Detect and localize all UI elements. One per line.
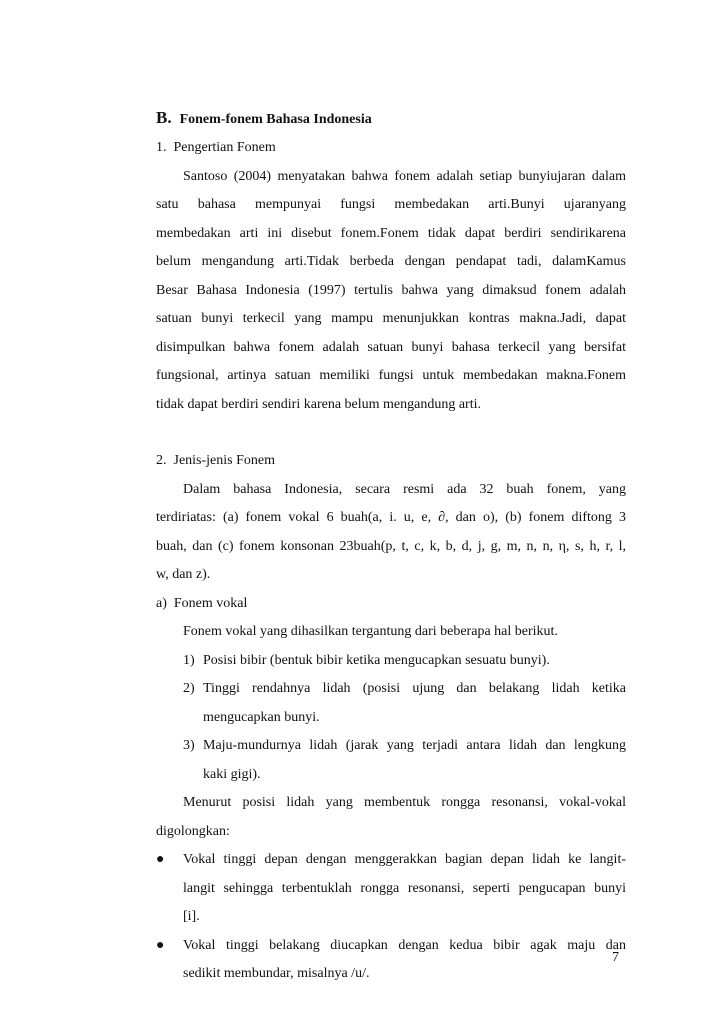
subsection-a-heading: a) Fonem vokal [156,595,248,611]
paragraph-line: Besar Bahasa Indonesia (1997) tertulis bahwa yang dimaksud fonem adalah [156,282,626,298]
paragraph-line: satuan bunyi terkecil yang mampu menunjukkan kontras makna.Jadi, dapat [156,311,626,326]
paragraph-line: Dalam bahasa Indonesia, secara resmi ada 32 buah fonem, yang [183,481,626,497]
bullet-list [156,846,626,989]
paragraph-line: w, dan z). [156,567,211,582]
list-item [156,647,626,676]
subsection-2-paragraph [156,476,626,590]
page-number: 7 [612,950,619,965]
list-item [156,732,626,789]
paragraph-line: satu bahasa mempunyai fungsi membedakan arti.Bunyi ujaranyang [156,197,626,212]
numbered-list [156,647,626,790]
classification-paragraph [156,789,626,846]
list-item-line: mengucapkan bunyi. [203,709,320,725]
bullet-item [156,846,626,932]
paragraph-line: tidak dapat berdiri sendiri karena belum mengandung arti. [156,396,482,412]
list-item-line: Maju-mundurnya lidah (jarak yang terjadi antara lidah dan lengkung [203,738,626,753]
paragraph-line: digolongkan: [156,823,230,839]
paragraph-line: Menurut posisi lidah yang membentuk rongga resonansi, vokal-vokal [183,795,626,810]
bullet-line: Vokal tinggi belakang diucapkan dengan kedua bibir agak maju dan [183,937,626,953]
subsection-1-paragraph [156,163,626,420]
bullet-icon: ● [156,937,165,953]
paragraph-line: buah, dan (c) fonem konsonan 23buah(p, t, c, k, b, d, j, g, m, n, n, η, s, h, r, l, [156,538,626,554]
paragraph-line: membedakan arti ini disebut fonem.Fonem tidak dapat berdiri sendirikarena [156,225,626,241]
paragraph-line: disimpulkan bahwa fonem adalah satuan bunyi bahasa terkecil yang bersifat [156,339,626,355]
section-heading [156,104,626,134]
list-item-line: kaki gigi). [203,766,261,782]
bullet-line: langit sehingga terbentuklah rongga resonansi, seperti pengucapan bunyi [183,880,626,896]
page-content [156,104,626,989]
paragraph-line: Santoso (2004) menyatakan bahwa fonem adalah setiap bunyiujaran dalam [183,168,626,184]
list-item-number: 1) [183,652,195,668]
bullet-line: Vokal tinggi depan dengan menggerakkan bagian depan lidah ke langit- [183,852,626,867]
list-item-line: Posisi bibir (bentuk bibir ketika mengucapkan sesuatu bunyi). [203,652,550,668]
section-title: Fonem-fonem Bahasa Indonesia [179,112,372,127]
list-item-number: 2) [183,681,195,696]
list-item [156,675,626,732]
paragraph-line: terdiriatas: (a) fonem vokal 6 buah(a, i. u, e, ∂, dan o), (b) fonem diftong 3 [156,510,626,525]
subsection-2-heading: 2. Jenis-jenis Fonem [156,453,275,468]
spacer [156,419,626,447]
paragraph-line: belum mengandung arti.Tidak berbeda dengan pendapat tadi, dalamKamus [156,254,626,269]
list-item-line: Tinggi rendahnya lidah (posisi ujung dan belakang lidah ketika [203,681,626,696]
subsection-a-intro: Fonem vokal yang dihasilkan tergantung dari beberapa hal berikut. [183,624,558,639]
paragraph-line: fungsional, artinya satuan memiliki fungsi untuk membedakan makna.Fonem [156,368,626,383]
subsection-1-heading: 1. Pengertian Fonem [156,140,276,155]
bullet-icon: ● [156,852,165,867]
bullet-line: [i]. [183,909,200,924]
bullet-item [156,932,626,989]
list-item-number: 3) [183,738,195,753]
bullet-line: sedikit membundar, misalnya /u/. [183,966,370,981]
section-letter: B. [156,108,172,127]
